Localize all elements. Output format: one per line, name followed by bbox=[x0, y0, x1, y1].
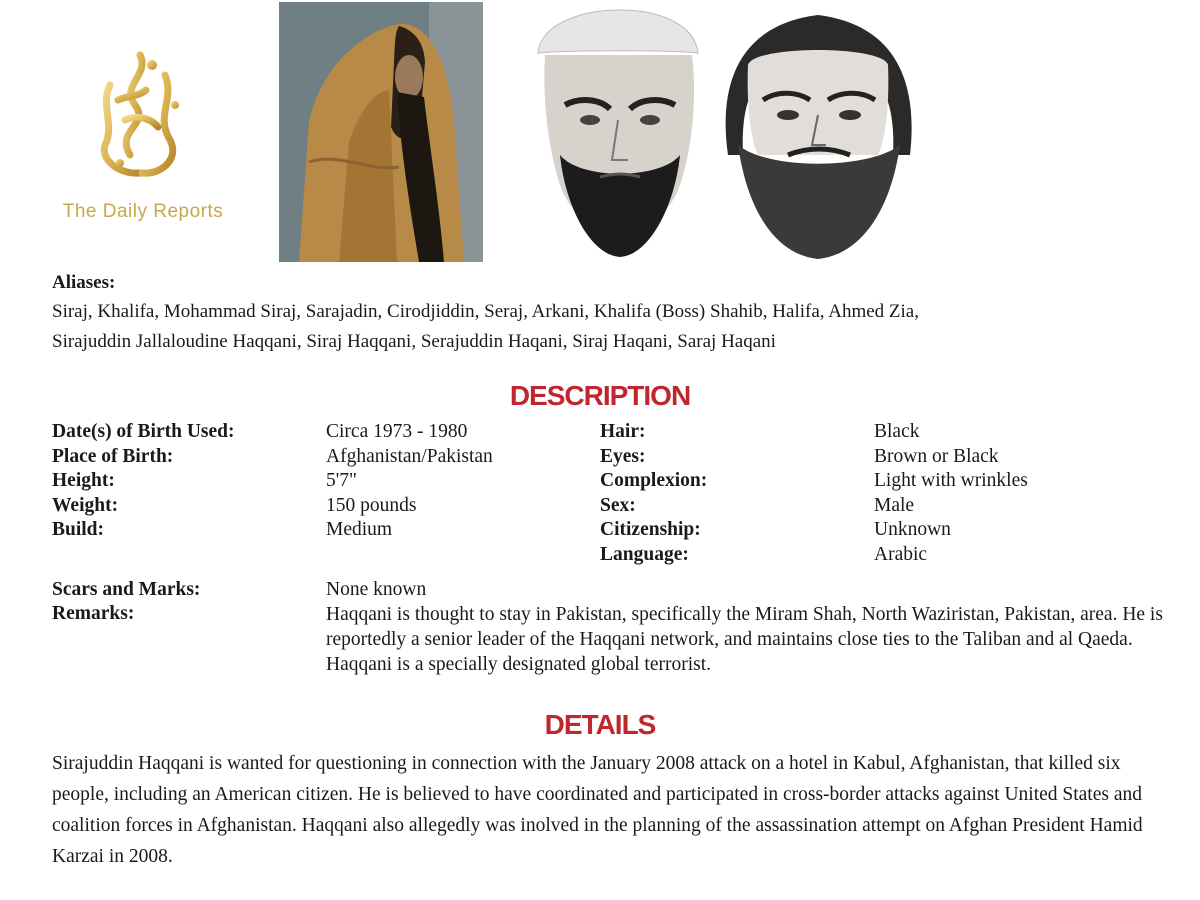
build-value: Medium bbox=[326, 519, 393, 540]
hair-value: Black bbox=[874, 421, 920, 442]
height-value: 5'7" bbox=[326, 470, 357, 491]
remarks-label: Remarks: bbox=[52, 603, 135, 624]
complexion-value: Light with wrinkles bbox=[874, 470, 1028, 491]
language-value: Arabic bbox=[874, 543, 928, 565]
place-of-birth-value: Afghanistan/Pakistan bbox=[326, 445, 493, 467]
dob-label: Date(s) of Birth Used: bbox=[52, 421, 235, 442]
citizenship-label: Citizenship: bbox=[600, 519, 701, 540]
calligraphy-logo-icon bbox=[80, 45, 200, 195]
build-label: Build: bbox=[52, 519, 105, 540]
suspect-sketch-1 bbox=[520, 5, 720, 263]
weight-value: 150 pounds bbox=[326, 494, 417, 516]
sex-value: Male bbox=[874, 494, 915, 516]
height-label: Height: bbox=[52, 470, 115, 491]
citizenship-value: Unknown bbox=[874, 519, 951, 540]
dob-value: Circa 1973 - 1980 bbox=[326, 421, 468, 442]
al-jazeera-logo bbox=[40, 45, 240, 230]
sex-label: Sex: bbox=[600, 494, 636, 516]
aliases-text bbox=[52, 297, 1162, 357]
place-of-birth-label: Place of Birth: bbox=[52, 445, 174, 467]
suspect-sketch-2 bbox=[718, 5, 918, 263]
aliases-line: Siraj, Khalifa, Mohammad Siraj, Sarajadin, Cirodjiddin, Seraj, Arkani, Khalifa (Boss) Shahib, Halifa, Ahmed Zia, bbox=[52, 301, 919, 322]
suspect-photo bbox=[279, 2, 483, 262]
complexion-label: Complexion: bbox=[600, 470, 708, 491]
eyes-value: Brown or Black bbox=[874, 445, 999, 467]
language-label: Language: bbox=[600, 543, 689, 565]
logo-text: The Daily Reports bbox=[62, 201, 224, 222]
details-heading: DETAILS bbox=[544, 709, 656, 740]
hair-label: Hair: bbox=[600, 421, 646, 442]
aliases-line: Sirajuddin Jallaloudine Haqqani, Siraj Haqqani, Serajuddin Haqani, Siraj Haqani, Saraj Haqani bbox=[52, 331, 776, 352]
remarks-text: Haqqani is thought to stay in Pakistan, specifically the Miram Shah, North Waziristan, Pakistan, area. He is reportedly a senior leader of the Haqqani network, and maintains close ties to the Taliban and al Qaeda. Haqqani is a specially designated global terrorist. bbox=[326, 604, 1163, 675]
description-heading: DESCRIPTION bbox=[509, 380, 691, 411]
details-text: Sirajuddin Haqqani is wanted for questioning in connection with the January 2008 attack on a hotel in Kabul, Afghanistan, that killed six people, including an American citizen. He is believed to have coordinated and participated in cross-border attacks against United States and coalition forces in Afghanistan. Haqqani also allegedly was inolved in the planning of the assassination attempt on Afghan President Hamid Karzai in 2008. bbox=[52, 753, 1143, 867]
scars-value: None known bbox=[326, 579, 427, 600]
eyes-label: Eyes: bbox=[600, 445, 646, 467]
weight-label: Weight: bbox=[52, 494, 119, 516]
aliases-label: Aliases: bbox=[52, 272, 116, 293]
scars-label: Scars and Marks: bbox=[52, 579, 201, 600]
